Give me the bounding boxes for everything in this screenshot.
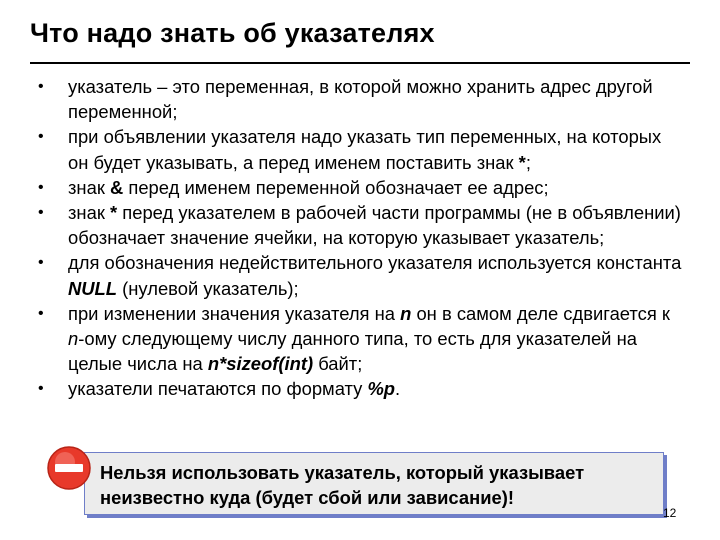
bullet-item bbox=[38, 124, 686, 174]
bullet-text-run: знак bbox=[68, 176, 110, 198]
bullet-text-run: * bbox=[518, 151, 526, 173]
bullet-item bbox=[38, 376, 686, 401]
bullet-marker: • bbox=[38, 178, 44, 196]
bullet-text-run: он в самом деле сдвигается к bbox=[411, 302, 670, 324]
bullet-text-run: ; bbox=[525, 151, 531, 173]
bullet-text-run: & bbox=[109, 176, 124, 198]
bullet-text-run: при изменении значения указателя на bbox=[68, 302, 401, 324]
title-underline bbox=[30, 62, 690, 64]
bullet-text-run: n*sizeof(int) bbox=[207, 353, 314, 375]
page-number: 12 bbox=[663, 506, 677, 520]
bullet-marker: • bbox=[38, 78, 44, 95]
bullet-text-run: указатель – это переменная, в которой можно хранить адрес другой переменной; bbox=[68, 76, 653, 123]
bullet-list bbox=[38, 74, 686, 402]
bullet-text-run: знак bbox=[68, 202, 110, 224]
bullet-text-run: перед именем переменной обозначает ее адрес; bbox=[123, 176, 549, 198]
bullet-item bbox=[38, 250, 686, 300]
bullet-text-run: %p bbox=[367, 378, 396, 400]
bullet-text-run: * bbox=[109, 202, 118, 224]
bullet-marker: • bbox=[38, 128, 44, 146]
bullet-text-run: n bbox=[400, 302, 412, 324]
bullet-item bbox=[38, 175, 686, 200]
bullet-text-run: байт; bbox=[313, 353, 363, 375]
bullet-text-run: при объявлении указателя надо указать тип переменных, на которых он будет указывать, а перед именем поставить знак bbox=[68, 126, 662, 173]
bullet-text-run: для обозначения недействительного указателя используется константа bbox=[68, 252, 682, 274]
bullet-text-run: n bbox=[68, 328, 79, 350]
bullet-marker: • bbox=[38, 254, 44, 272]
stop-icon bbox=[46, 445, 92, 491]
warning-text: Нельзя использовать указатель, который указывает неизвестно куда (будет сбой или зависание)! bbox=[100, 462, 585, 508]
bullet-text-run: (нулевой указатель); bbox=[117, 277, 299, 299]
bullet-text-run: NULL bbox=[68, 277, 118, 299]
bullet-text-run: . bbox=[395, 378, 401, 400]
bullet-marker: • bbox=[38, 304, 44, 322]
bullet-text-run: указатели печатаются по формату bbox=[68, 378, 368, 400]
bullet-text-run: перед указателем в рабочей части программы (не в объявлении) обозначает значение ячейки, на которую указывает указатель; bbox=[68, 202, 681, 249]
slide-title: Что надо знать об указателях bbox=[30, 18, 435, 48]
bullet-text-run: -ому следующему числу данного типа, то есть для указателей на целые числа на bbox=[68, 328, 637, 375]
bullet-item bbox=[38, 74, 686, 124]
bullet-item bbox=[38, 301, 686, 377]
bullet-item bbox=[38, 200, 686, 250]
bullet-marker: • bbox=[38, 380, 44, 398]
bullet-marker: • bbox=[38, 204, 44, 222]
